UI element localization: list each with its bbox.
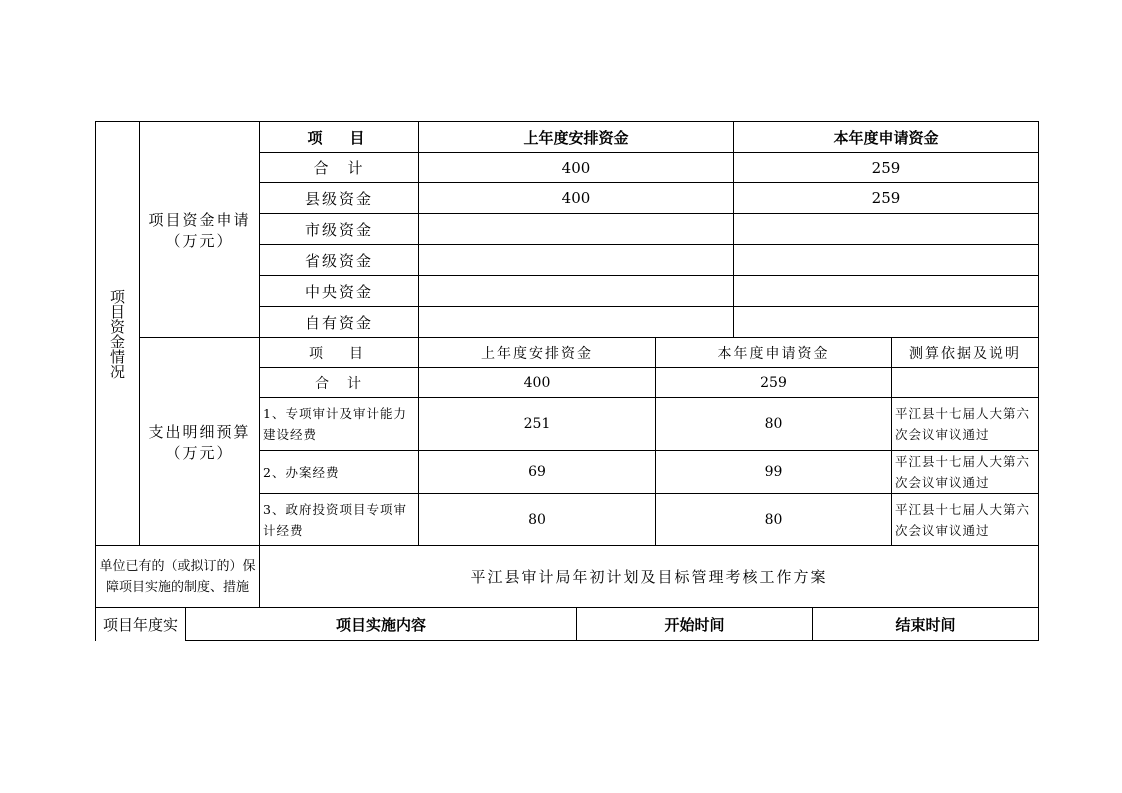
section-label: 项目资金情况: [108, 288, 126, 379]
funding-row-curr: 259: [871, 158, 901, 177]
expense-header-curr: 本年度申请资金: [717, 345, 830, 362]
expense-row-curr: 80: [764, 416, 783, 432]
expense-row-prev: 251: [523, 416, 551, 432]
funding-row-item: 中央资金: [304, 282, 373, 301]
expense-header-note: 测算依据及说明: [909, 345, 1021, 362]
funding-row-curr: 259: [871, 189, 901, 207]
funding-label: [140, 122, 259, 337]
expense-label: [140, 338, 259, 545]
expense-header-item: 项 目: [309, 345, 369, 362]
funding-row-item: 自有资金: [304, 313, 373, 332]
expense-row-item: 1、专项审计及审计能力建设经费: [263, 406, 407, 442]
funding-row-curr: [734, 276, 1038, 306]
funding-row-item: 省级资金: [304, 251, 373, 270]
expense-total-curr: 259: [760, 374, 787, 391]
funding-row-prev: [419, 276, 733, 306]
expense-row-item: 3、政府投资项目专项审计经费: [263, 501, 407, 538]
implementation-header-start: 开始时间: [664, 615, 725, 634]
expense-row-item: 2、办案经费: [263, 464, 340, 480]
funding-row-item: 县级资金: [304, 189, 373, 208]
funding-row-item: 市级资金: [304, 220, 373, 239]
funding-label-line2: （万元）: [165, 231, 234, 250]
measures-value: 平江县审计局年初计划及目标管理考核工作方案: [470, 568, 828, 586]
expense-row-note: 平江县十七届人大第六次会议审议通过: [895, 406, 1031, 442]
measures-label: 单位已有的（或拟订的）保障项目实施的制度、措施: [99, 558, 256, 595]
funding-row-curr: [734, 307, 1038, 337]
implementation-header-end: 结束时间: [895, 615, 956, 634]
funding-row-prev: [419, 245, 733, 275]
expense-row-prev: 69: [528, 464, 546, 480]
expense-label-line2: （万元）: [165, 443, 234, 462]
expense-row-curr: 99: [764, 464, 783, 480]
expense-label-line1: 支出明细预算: [148, 422, 251, 441]
expense-row-curr: 80: [764, 511, 783, 528]
implementation-header-content: 项目实施内容: [335, 615, 426, 634]
funding-row-prev: 400: [561, 158, 591, 177]
funding-row-prev: [419, 214, 733, 244]
funding-row-prev: [419, 307, 733, 337]
expense-row-note: 平江县十七届人大第六次会议审议通过: [895, 501, 1031, 538]
expense-row-note: 平江县十七届人大第六次会议审议通过: [895, 454, 1031, 490]
expense-total-note: [892, 368, 1038, 397]
funding-row-curr: [734, 245, 1038, 275]
funding-header-item: 项 目: [307, 128, 371, 147]
funding-header-prev: 上年度安排资金: [523, 128, 629, 147]
funding-row-curr: [734, 214, 1038, 244]
funding-row-item: 合 计: [313, 159, 365, 177]
expense-total-item: 合 计: [315, 375, 363, 392]
expense-header-prev: 上年度安排资金: [481, 345, 593, 362]
funding-header-curr: 本年度申请资金: [833, 128, 939, 147]
expense-row-prev: 80: [528, 511, 546, 528]
expense-total-prev: 400: [523, 374, 551, 391]
funding-label-line1: 项目资金申请: [148, 210, 251, 229]
funding-row-prev: 400: [561, 189, 591, 207]
implementation-label: 项目年度实: [102, 615, 178, 634]
